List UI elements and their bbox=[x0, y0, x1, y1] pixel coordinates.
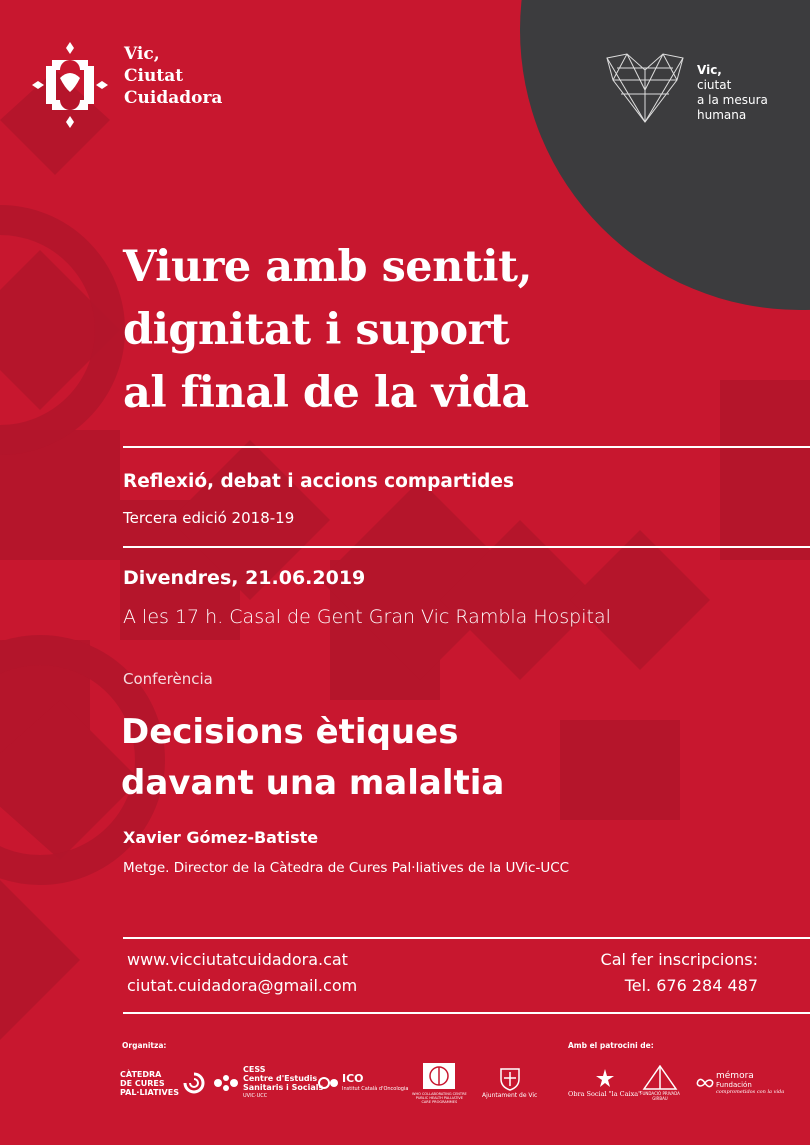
event-date: Divendres, 21.06.2019 bbox=[123, 567, 366, 589]
brand-right-line4: humana bbox=[697, 108, 747, 122]
girbau-l1: FUNDACIÓ PRIVADA bbox=[640, 1091, 680, 1096]
catedra-l1: CÀTEDRA bbox=[120, 1069, 162, 1079]
conference-title-line2: davant una malaltia bbox=[121, 763, 505, 803]
cess-l3: Sanitaris i Socials bbox=[243, 1083, 324, 1092]
who-text bbox=[412, 1092, 467, 1104]
title-line1: Viure amb sentit, bbox=[123, 242, 532, 292]
ico-text bbox=[342, 1073, 408, 1094]
event-kind: Conferència bbox=[123, 670, 213, 688]
memora-l3: comprometidos con la vida bbox=[716, 1088, 785, 1095]
conference-title-line1: Decisions ètiques bbox=[121, 712, 459, 752]
ico-l1: ICO bbox=[342, 1071, 364, 1085]
subtitle: Reflexió, debat i accions compartides bbox=[123, 471, 514, 492]
caixa-text: Obra Social "la Caixa" bbox=[568, 1089, 642, 1098]
brand-right-line3: a la mesura bbox=[697, 93, 768, 107]
logo-ico bbox=[318, 1058, 408, 1108]
organitza-label: Organitza: bbox=[122, 1041, 167, 1050]
logo-who bbox=[412, 1058, 467, 1108]
divider bbox=[123, 1012, 810, 1014]
memora-infinity-icon bbox=[696, 1075, 714, 1091]
who-emblem-icon bbox=[419, 1062, 459, 1092]
cess-l1: CESS bbox=[243, 1065, 266, 1074]
email-link[interactable]: ciutat.cuidadora@gmail.com bbox=[127, 976, 358, 995]
brand-left-line1: Vic, bbox=[124, 44, 160, 64]
speaker-name: Xavier Gómez-Batiste bbox=[123, 828, 319, 847]
main-title bbox=[123, 236, 683, 425]
brand-left-line2: Ciutat bbox=[124, 66, 184, 86]
girbau-text bbox=[640, 1091, 680, 1101]
catedra-text bbox=[120, 1070, 179, 1097]
logo-memora bbox=[696, 1058, 784, 1108]
cess-l4: UVIC·UCC bbox=[243, 1093, 268, 1099]
edition: Tercera edició 2018-19 bbox=[123, 509, 295, 527]
cess-dots-icon bbox=[212, 1071, 240, 1095]
brand-left-line3: Cuidadora bbox=[124, 88, 223, 108]
logo-caixa bbox=[568, 1058, 641, 1108]
divider bbox=[123, 937, 810, 939]
title-line3: al final de la vida bbox=[123, 368, 529, 418]
divider bbox=[123, 446, 810, 448]
girbau-l2: GIRBAU bbox=[652, 1096, 668, 1101]
logo-cess bbox=[212, 1058, 323, 1108]
patrocini-label: Amb el patrocini de: bbox=[568, 1041, 654, 1050]
memora-text bbox=[716, 1071, 784, 1096]
event-place: A les 17 h. Casal de Gent Gran Vic Rambla Hospital bbox=[123, 606, 611, 628]
ico-l2: Institut Català d'Oncologia bbox=[342, 1085, 409, 1092]
who-l1: WHO COLLABORATING CENTRE bbox=[412, 1092, 467, 1096]
divider bbox=[123, 546, 810, 548]
girbau-sail-icon bbox=[640, 1065, 680, 1091]
brand-vic-mesura-humana bbox=[697, 63, 768, 123]
brand-right-line1: Vic, bbox=[697, 63, 722, 77]
speaker-role: Metge. Director de la Càtedra de Cures Pal·liatives de la UVic-UCC bbox=[123, 860, 570, 876]
caixa-star-icon bbox=[593, 1068, 617, 1090]
logo-ajuntament bbox=[482, 1058, 537, 1108]
phone-number[interactable]: Tel. 676 284 487 bbox=[624, 976, 758, 995]
memora-l2: Fundación bbox=[716, 1080, 752, 1089]
cess-l2: Centre d'Estudis bbox=[243, 1074, 318, 1083]
catedra-l2: DE CURES bbox=[120, 1078, 165, 1088]
title-line2: dignitat i suport bbox=[123, 305, 510, 355]
cess-text bbox=[243, 1065, 323, 1101]
vic-shield-icon bbox=[499, 1067, 521, 1091]
v-geodesic-logo-icon bbox=[605, 50, 685, 125]
brand-right-line2: ciutat bbox=[697, 78, 732, 92]
who-l3: CARE PROGRAMMES bbox=[421, 1100, 458, 1104]
conference-title bbox=[121, 707, 504, 809]
brand-vic-ciutat-cuidadora bbox=[124, 43, 222, 109]
website-link[interactable]: www.vicciutatcuidadora.cat bbox=[127, 950, 348, 969]
ico-dots-icon bbox=[318, 1073, 340, 1093]
logo-girbau bbox=[640, 1058, 680, 1108]
catedra-l3: PAL·LIATIVES bbox=[120, 1087, 179, 1097]
registration-note: Cal fer inscripcions: bbox=[600, 950, 758, 969]
catedra-swirl-icon bbox=[183, 1072, 205, 1094]
cross-heart-logo-icon bbox=[30, 40, 110, 130]
who-l2: PUBLIC HEALTH PALLIATIVE bbox=[415, 1096, 464, 1100]
memora-l1: mémora bbox=[716, 1070, 754, 1081]
ajuntament-text: Ajuntament de Vic bbox=[482, 1091, 538, 1099]
logo-catedra bbox=[120, 1058, 205, 1108]
